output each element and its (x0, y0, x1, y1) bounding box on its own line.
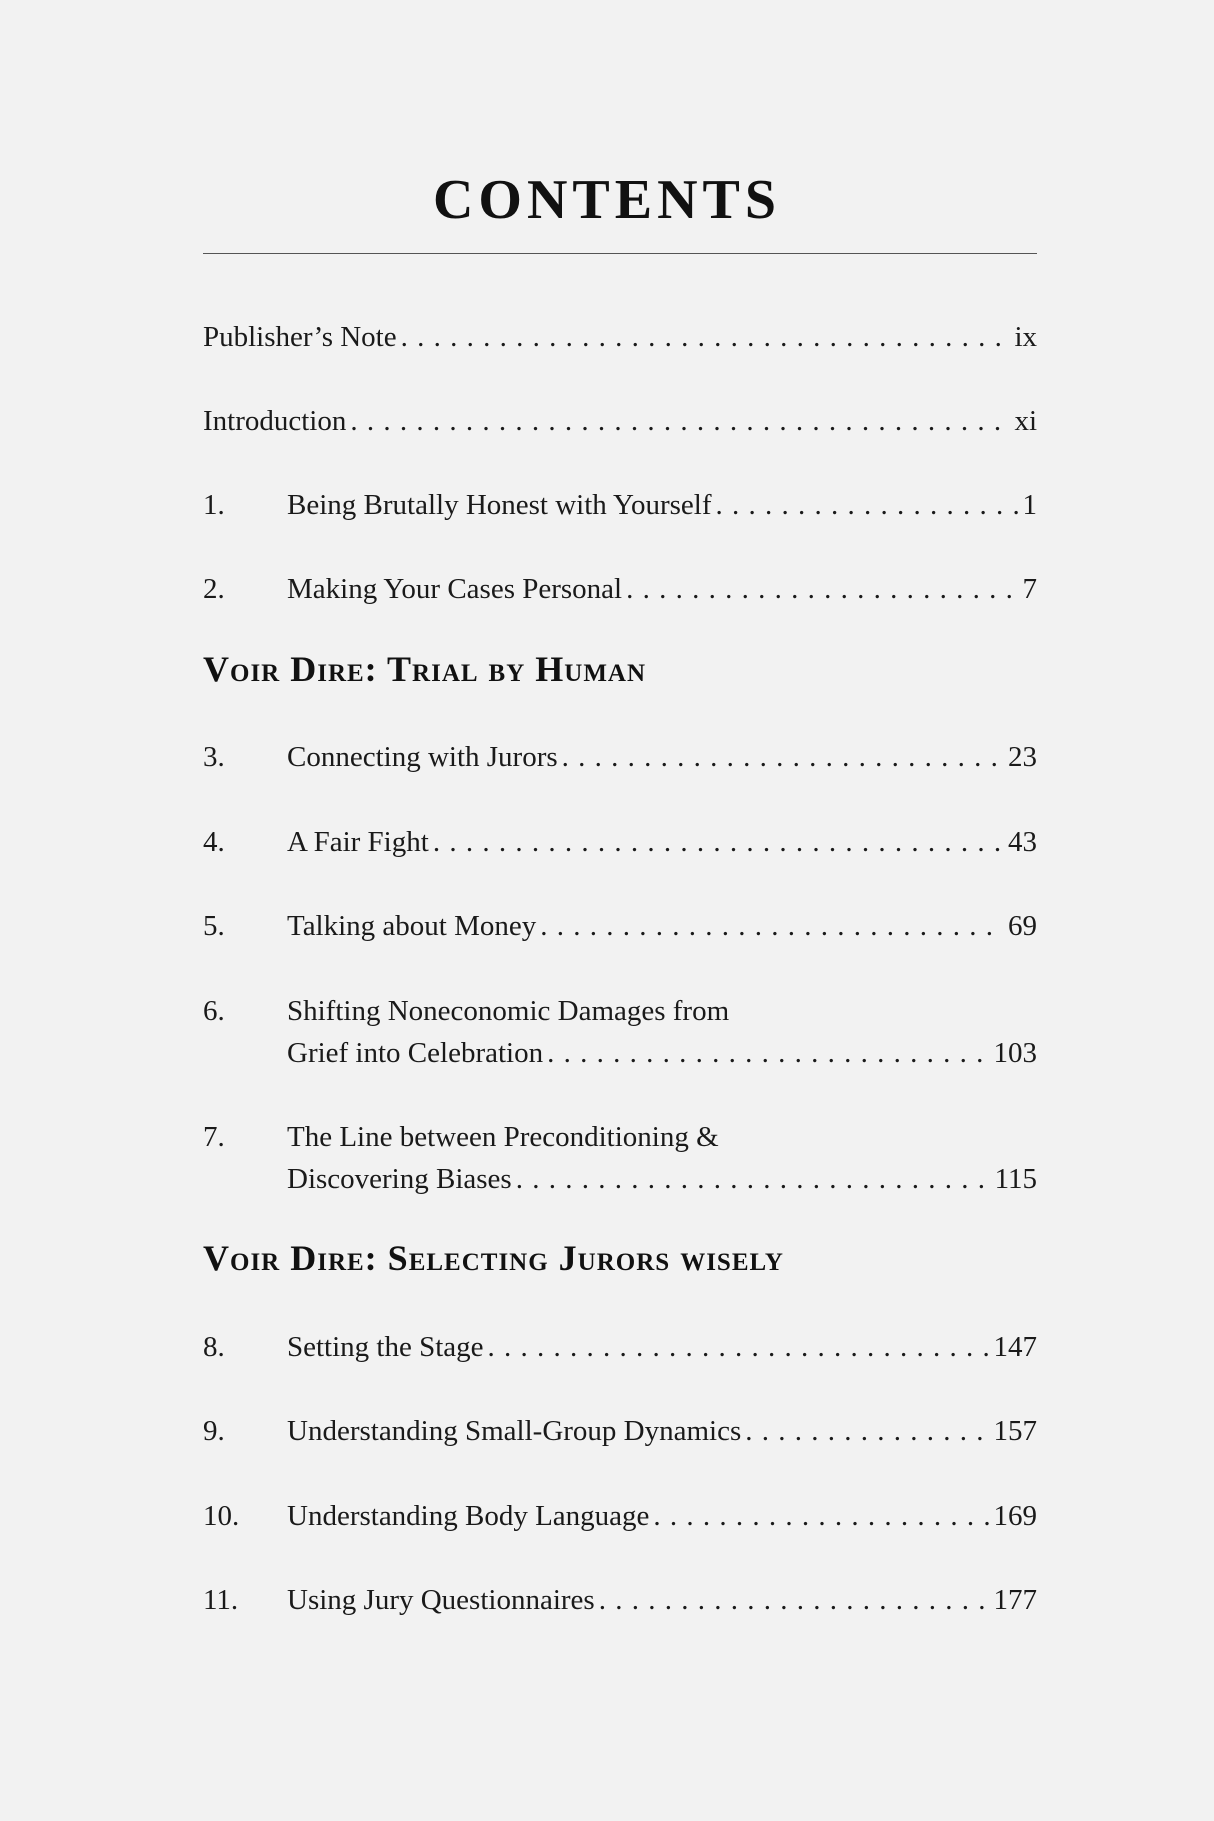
entry-page: 169 (993, 1500, 1037, 1532)
entry-page: 157 (993, 1415, 1037, 1447)
entry-page: 147 (993, 1331, 1037, 1363)
toc-entry-chapter-4[interactable] (203, 821, 1037, 863)
toc-entry-chapter-3[interactable] (203, 736, 1037, 778)
toc-entry-chapter-5[interactable] (203, 905, 1037, 947)
chapter-number: 7. (203, 1121, 225, 1153)
leader-dots (653, 1495, 989, 1537)
entry-page: ix (1014, 321, 1037, 353)
entry-page: 103 (993, 1037, 1037, 1069)
entry-title: Being Brutally Honest with Yourself (287, 489, 712, 521)
leader-dots (745, 1410, 989, 1452)
leader-dots (626, 568, 1018, 610)
leader-dots (540, 905, 1004, 947)
entry-title: Making Your Cases Personal (287, 573, 623, 605)
entry-title: A Fair Fight (287, 826, 429, 858)
chapter-number: 8. (203, 1331, 225, 1363)
entry-title: Setting the Stage (287, 1331, 484, 1363)
entry-page: 23 (1008, 741, 1037, 773)
section-heading: Voir Dire: Trial by Human (203, 649, 647, 689)
leader-dots (433, 821, 1004, 863)
chapter-number: 4. (203, 826, 225, 858)
entry-page: 1 (1022, 489, 1037, 521)
toc-entry-chapter-7[interactable] (203, 1116, 1037, 1200)
toc-entry-chapter-11[interactable] (203, 1579, 1037, 1621)
entry-title: Using Jury Questionnaires (287, 1584, 595, 1616)
chapter-number: 2. (203, 573, 225, 605)
toc-entry-introduction[interactable] (203, 400, 1037, 442)
toc-entry-chapter-8[interactable] (203, 1326, 1037, 1368)
entry-title-line-2: Grief into Celebration (287, 1037, 544, 1069)
section-heading: Voir Dire: Selecting Jurors wisely (203, 1238, 784, 1278)
title-rule (203, 253, 1037, 254)
entry-title: Understanding Small-Group Dynamics (287, 1415, 742, 1447)
chapter-number: 9. (203, 1415, 225, 1447)
toc-entry-chapter-2[interactable] (203, 568, 1037, 610)
entry-title-line-1: The Line between Preconditioning & (287, 1121, 719, 1153)
entry-title: Understanding Body Language (287, 1500, 650, 1532)
toc-entry-chapter-1[interactable] (203, 484, 1037, 526)
leader-dots (547, 1032, 989, 1074)
chapter-number: 5. (203, 910, 225, 942)
entry-page: 7 (1022, 573, 1037, 605)
leader-dots (350, 400, 1010, 442)
entry-page: xi (1014, 405, 1037, 437)
chapter-number: 6. (203, 995, 225, 1027)
page-title: CONTENTS (432, 169, 782, 231)
entry-page: 69 (1008, 910, 1037, 942)
leader-dots (716, 484, 1019, 526)
chapter-number: 11. (203, 1584, 239, 1616)
chapter-number: 1. (203, 489, 225, 521)
entry-page: 177 (993, 1584, 1037, 1616)
chapter-number: 10. (203, 1500, 240, 1532)
entry-title: Connecting with Jurors (287, 741, 558, 773)
toc-entry-chapter-9[interactable] (203, 1410, 1037, 1452)
entry-title: Publisher’s Note (203, 321, 397, 353)
leader-dots (562, 736, 1004, 778)
leader-dots (599, 1579, 990, 1621)
entry-title-line-2: Discovering Biases (287, 1163, 512, 1195)
chapter-number: 3. (203, 741, 225, 773)
toc-entry-chapter-10[interactable] (203, 1495, 1037, 1537)
entry-title: Talking about Money (287, 910, 537, 942)
entry-title-line-1: Shifting Noneconomic Damages from (287, 995, 730, 1027)
leader-dots (488, 1326, 990, 1368)
entry-title: Introduction (203, 405, 347, 437)
toc-entry-publishers-note[interactable] (203, 316, 1037, 358)
entry-page: 43 (1008, 826, 1037, 858)
leader-dots (401, 316, 1011, 358)
entry-page: 115 (994, 1163, 1037, 1195)
toc-entry-chapter-6[interactable] (203, 990, 1037, 1074)
leader-dots (516, 1158, 991, 1200)
